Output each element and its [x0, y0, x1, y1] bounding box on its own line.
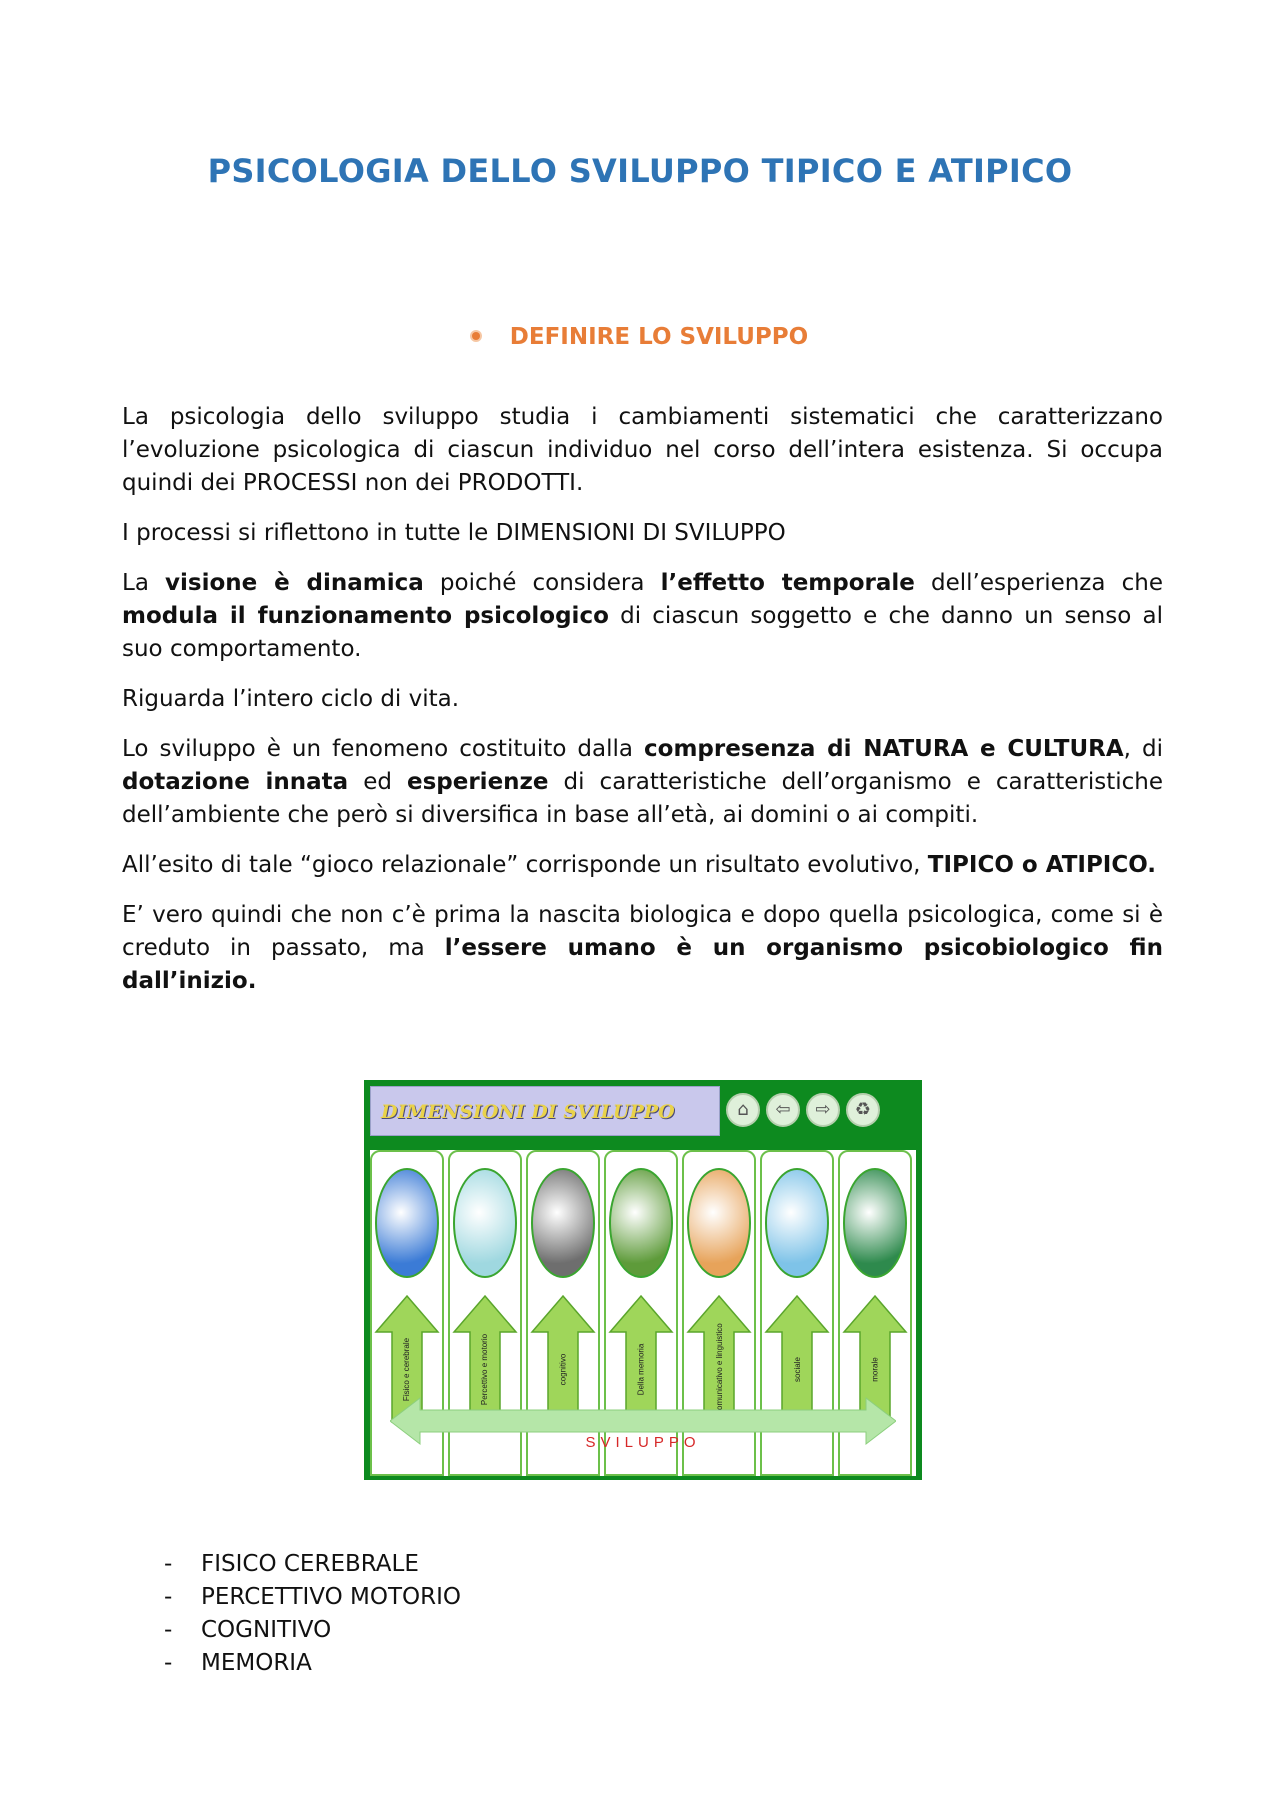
arrow-left-icon: ⇦ [766, 1093, 800, 1127]
list-marker: - [164, 1617, 173, 1643]
dimension-label-text: Fisico e cerebrale [402, 1337, 412, 1401]
dimension-label-text: Della memoria [636, 1343, 646, 1395]
dimension-label-text: cognitivo [558, 1353, 568, 1385]
list-item [160, 1581, 461, 1614]
dimension-label-text: sociale [792, 1356, 802, 1382]
list-item [160, 1548, 461, 1581]
dimension-illustration [687, 1168, 751, 1278]
dimension-illustration [531, 1168, 595, 1278]
list-item [160, 1647, 461, 1680]
development-label: SVILUPPO [585, 1434, 701, 1451]
list-item-text: COGNITIVO [201, 1617, 332, 1643]
list-item-text: PERCETTIVO MOTORIO [201, 1584, 462, 1610]
home-icon: ⌂ [726, 1093, 760, 1127]
bold-text: l’effetto temporale [660, 570, 915, 596]
development-dimensions-figure [364, 1080, 922, 1480]
bullet-icon [472, 332, 480, 340]
list-item-text: FISICO CEREBRALE [201, 1551, 419, 1577]
bold-text: compresenza di NATURA e CULTURA [644, 736, 1124, 762]
paragraph-1: La psicologia dello sviluppo studia i cambiamenti sistematici che caratterizzano l’evoluzione psicologica di ciascun individuo nel corso dell’intera esistenza. Si occupa quindi dei PROCESSI non dei PRODOTTI. [122, 404, 1163, 496]
list-item-text: MEMORIA [201, 1650, 312, 1676]
bold-text: TIPICO o ATIPICO. [927, 852, 1157, 878]
list-marker: - [164, 1650, 173, 1676]
paragraph-5: Lo sviluppo è un fenomeno costituito dalla compresenza di NATURA e CULTURA, di dotazione innata ed esperienze di caratteristiche dell’organismo e caratteristiche dell’ambiente che però si diversifica in base all’età, ai domini o ai compiti. [122, 736, 1163, 828]
paragraph-6: All’esito di tale “gioco relazionale” corrisponde un risultato evolutivo, TIPICO o ATIPICO. [122, 852, 1157, 878]
dimension-label-text: morale [870, 1356, 880, 1382]
bold-text: dotazione innata [122, 769, 349, 795]
list-marker: - [164, 1584, 173, 1610]
bold-text: esperienze [406, 769, 549, 795]
dimension-illustration [765, 1168, 829, 1278]
paragraph-3: La visione è dinamica poiché considera l’effetto temporale dell’esperienza che modula il funzionamento psicologico di ciascun soggetto e che danno un senso al suo comportamento. [122, 570, 1164, 662]
bold-text: l’essere umano è un organismo psicobiologico fin dall’inizio. [122, 935, 1163, 994]
recycle-icon: ♻ [846, 1093, 880, 1127]
bold-text: modula il funzionamento psicologico [122, 603, 609, 629]
dimension-label-text: Percettivo e motorio [480, 1333, 490, 1405]
document-body [122, 401, 1163, 1015]
figure-title: DIMENSIONI DI SVILUPPO [370, 1086, 720, 1136]
list-item [160, 1614, 461, 1647]
dimension-illustration [609, 1168, 673, 1278]
paragraph-4: Riguarda l’intero ciclo di vita. [122, 686, 460, 712]
list-marker: - [164, 1551, 173, 1577]
paragraph-7: E’ vero quindi che non c’è prima la nascita biologica e dopo quella psicologica, come si è creduto in passato, ma l’essere umano è un organismo psicobiologico fin dall’inizio. [122, 902, 1163, 994]
arrow-right-icon: ⇨ [806, 1093, 840, 1127]
section-heading [0, 324, 1280, 350]
paragraph-2: I processi si riflettono in tutte le DIMENSIONI DI SVILUPPO [122, 520, 786, 546]
dimension-illustration [843, 1168, 907, 1278]
dimension-illustration [453, 1168, 517, 1278]
section-heading-text: DEFINIRE LO SVILUPPO [509, 324, 809, 350]
bold-text: visione è dinamica [165, 570, 424, 596]
dimension-columns [370, 1150, 916, 1476]
dimension-illustration [375, 1168, 439, 1278]
dimension-list [160, 1548, 461, 1680]
dimension-label-text: Comunicativo e linguistico [714, 1322, 724, 1416]
document-title: PSICOLOGIA DELLO SVILUPPO TIPICO E ATIPICO [207, 152, 1073, 190]
